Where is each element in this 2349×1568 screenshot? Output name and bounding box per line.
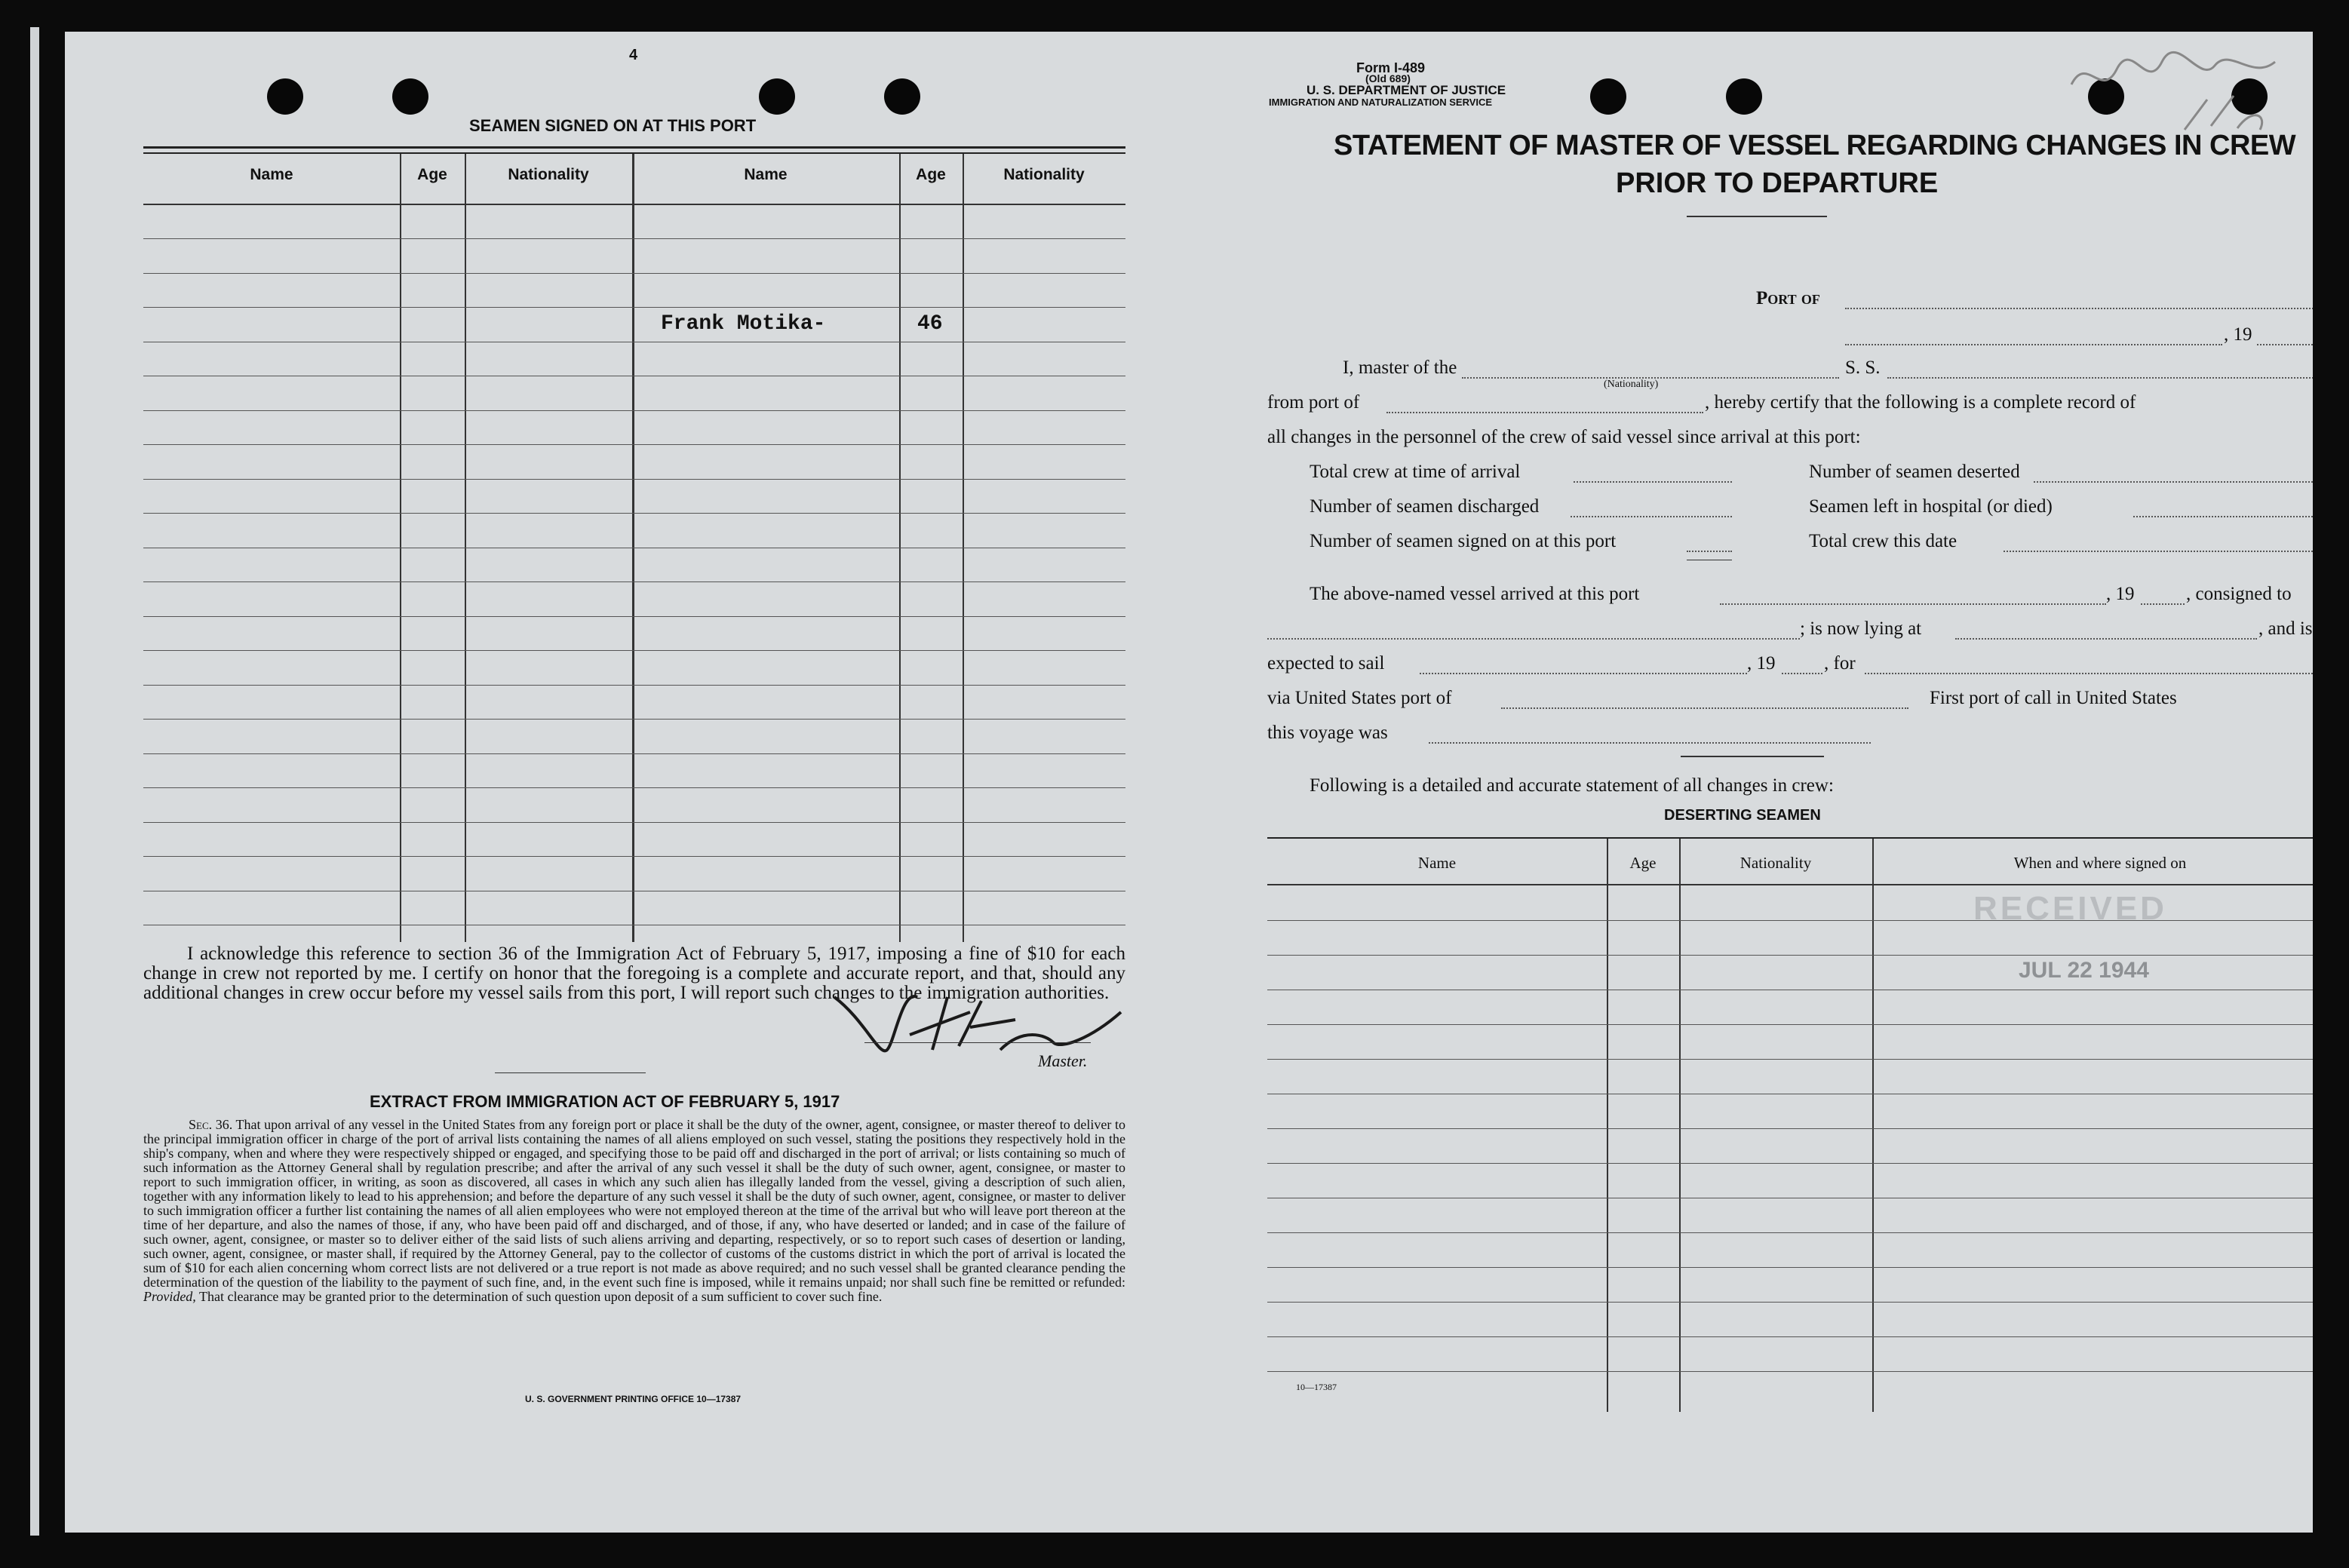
provided-word: Provided, [143, 1289, 196, 1304]
master-of-the-label: I, master of the [1343, 357, 1457, 378]
col-header-nationality: Nationality [1003, 166, 1085, 183]
col-header-age: Age [417, 166, 447, 183]
extract-title: EXTRACT FROM IMMIGRATION ACT OF FEBRUARY 5, 1917 [370, 1092, 840, 1111]
total-crew-arrival-field[interactable] [1574, 481, 1732, 483]
voyage-was-label: this voyage was [1267, 723, 1388, 743]
punch-hole [392, 78, 428, 115]
master-label: Master. [1038, 1051, 1088, 1070]
punch-hole [884, 78, 920, 115]
table-row [143, 616, 1125, 617]
all-changes-text: all changes in the personnel of the crew of said vessel since arrival at this port: [1267, 427, 1861, 447]
from-port-field[interactable] [1386, 412, 1703, 413]
table-row [143, 822, 1125, 823]
punch-hole [1590, 78, 1626, 115]
master-signature [819, 967, 1136, 1065]
consigned-to-label: , consigned to [2186, 584, 2292, 604]
printer-line: U. S. GOVERNMENT PRINTING OFFICE 10—17387 [525, 1394, 742, 1404]
table-row [143, 581, 1125, 582]
table-row [143, 479, 1125, 480]
received-stamp: RECEIVED [1973, 890, 2167, 927]
table-row [143, 513, 1125, 514]
form-sheet [65, 32, 2313, 1533]
arrival-port-field[interactable] [1720, 603, 2106, 605]
table-row [143, 238, 1125, 239]
col-header-name: Name [250, 166, 293, 183]
seamen-deserted-label: Number of seamen deserted [1809, 462, 2020, 482]
certify-text: , hereby certify that the following is a complete record of [1705, 392, 2136, 413]
table-row [1267, 1267, 2313, 1268]
seamen-discharged-label: Number of seamen discharged [1310, 496, 1540, 517]
table-row [143, 856, 1125, 857]
total-crew-date-label: Total crew this date [1809, 531, 1958, 551]
form-code: 10—17387 [1296, 1382, 1337, 1392]
vessel-name-field[interactable] [1887, 377, 2313, 379]
col-header-age: Age [1629, 854, 1657, 872]
seaman-name-entry: Frank Motika- [661, 312, 826, 336]
table-row [1267, 1059, 2313, 1060]
sail-year-field[interactable] [1782, 673, 1822, 674]
punch-hole [1726, 78, 1762, 115]
department-name: U. S. DEPARTMENT OF JUSTICE [1307, 83, 1506, 97]
sail-year-prefix: , 19 [1747, 653, 1776, 674]
form-title-line1: STATEMENT OF MASTER OF VESSEL REGARDING CHANGES IN CREW [1334, 130, 2296, 161]
seamen-deserted-field[interactable] [2034, 481, 2313, 483]
arrived-text: The above-named vessel arrived at this port [1310, 584, 1640, 604]
expected-to-sail-label: expected to sail [1267, 653, 1385, 674]
from-port-label: from port of [1267, 392, 1360, 413]
now-lying-at-label: ; is now lying at [1800, 618, 1922, 639]
service-name: IMMIGRATION AND NATURALIZATION SERVICE [1269, 97, 1493, 108]
table-row [1267, 1128, 2313, 1129]
table-row [143, 650, 1125, 651]
table-row [1267, 1163, 2313, 1164]
deserting-seamen-title: DESERTING SEAMEN [1664, 807, 1821, 824]
form-old-number: (Old 689) [1365, 72, 1411, 84]
table-row [1267, 1302, 2313, 1303]
for-label: , for [1824, 653, 1856, 674]
year-prefix: , 19 [2224, 324, 2252, 345]
following-text: Following is a detailed and accurate statement of all changes in crew: [1310, 775, 1834, 796]
col-header-age: Age [916, 166, 946, 183]
table-row [143, 444, 1125, 445]
table-row [1267, 1371, 2313, 1372]
port-of-field[interactable] [1845, 308, 2313, 309]
extract-body-2: That clearance may be granted prior to the determination of such question upon deposit of a sum sufficient to cover such fine. [199, 1289, 883, 1304]
consignee-field[interactable] [1267, 638, 1800, 640]
year-field[interactable] [2257, 344, 2313, 345]
seaman-age-entry: 46 [917, 312, 943, 336]
form-number: Form I-489 [1356, 60, 1426, 75]
arrival-year-prefix: , 19 [2106, 584, 2135, 604]
received-date-stamp: JUL 22 1944 [2019, 958, 2149, 983]
first-port-of-call-label: First port of call in United States [1930, 688, 2177, 708]
seamen-hospital-field[interactable] [2133, 516, 2313, 517]
punch-hole [267, 78, 303, 115]
col-header-name: Name [744, 166, 788, 183]
sail-date-field[interactable] [1420, 673, 1747, 674]
seamen-signed-on-field[interactable] [1687, 551, 1732, 552]
table-row [143, 307, 1125, 308]
extract-body-1: That upon arrival of any vessel in the United States from any foreign port or place it shall be the duty of the owner, agent, consignee, or master thereof to deliver to the principal immigration officer in charge of the port of arrival lists containing the names of all aliens employed on such vessel, stating the positions they respectively hold in the ship's company, when and where they were respectively shipped or engaged, and specifying those to be paid off and discharged in the port of arrival; or lists containing so much of such information as the Attorney General shall by regulation prescribe; and after the arrival of any such vessel it shall be the duty of such owner, agent, consignee, or master to report to such immigration officer, in writing, as soon as discovered, all cases in which any such alien has illegally landed from the vessel, giving a description of such alien, together with any information likely to lead to his apprehension; and before the departure of any such vessel it shall be the duty of such owner, agent, consignee, or master to deliver to such immigration officer a further list containing the names of all alien employees who were not employed thereon at the time of the arrival but who will leave port thereon at the time of her departure, and also the names of those, if any, who have been paid off and discharged, and of those, if any, who have deserted or landed; and in case of the failure of such owner, agent, consignee, or master so to deliver either of the said lists of such aliens arriving and departing, respectively, or so to report such cases of desertion or landing, such owner, agent, consignee, or master shall, if required by the Attorney General, pay to the collector of customs of the customs district in which the port of arrival is located the sum of $10 for each alien concerning whom correct lists are not delivered or a true report is not made as above required; and no such vessel shall be granted clearance pending the determination of the question of the liability to the payment of such fine, and, in the event such fine is imposed, while it remains unpaid; nor shall such fine be remitted or refunded: [143, 1117, 1125, 1290]
lying-at-field[interactable] [1955, 638, 2257, 640]
seamen-hospital-label: Seamen left in hospital (or died) [1809, 496, 2053, 517]
and-is-label: , and is [2258, 618, 2313, 639]
table-row [143, 753, 1125, 754]
table-row [1267, 1336, 2313, 1337]
table-row [143, 719, 1125, 720]
acknowledgement-text: I acknowledge this reference to section 36 of the Immigration Act of February 5, 1917, imposing a fine of $10 for each change in crew not reported by me. I certify on honor that the foregoing is a complete and accurate report, and that, should any additional changes in crew occur before my vessel sails from this port, I will report such changes to the immigration authorities. [143, 944, 1125, 1003]
col-header-signed-on: When and where signed on [2013, 854, 2187, 872]
table-row [1267, 1024, 2313, 1025]
extract-text [143, 1118, 1125, 1304]
page-number: 4 [629, 47, 638, 63]
col-header-name: Name [1417, 854, 1457, 872]
form-title-line2: PRIOR TO DEPARTURE [1616, 167, 1939, 199]
table-row [143, 273, 1125, 274]
destination-field[interactable] [1865, 673, 2313, 674]
table-row [1267, 955, 2313, 956]
seamen-signed-on-label: Number of seamen signed on at this port [1310, 531, 1617, 551]
table-row [143, 410, 1125, 411]
col-header-nationality: Nationality [1739, 854, 1812, 872]
section-label: Sec. 36. [189, 1117, 233, 1132]
sheet-edge [30, 27, 39, 1536]
table-row [143, 685, 1125, 686]
total-crew-arrival-label: Total crew at time of arrival [1310, 462, 1521, 482]
date-field[interactable] [1845, 344, 2222, 345]
arrival-year-field[interactable] [2141, 603, 2185, 605]
nationality-note: (Nationality) [1604, 379, 1659, 390]
ss-label: S. S. [1845, 357, 1881, 378]
table-row [1267, 1232, 2313, 1233]
port-of-label: Port of [1756, 288, 1820, 308]
total-crew-date-field[interactable] [2004, 551, 2313, 552]
seamen-discharged-field[interactable] [1571, 516, 1732, 517]
via-us-port-label: via United States port of [1267, 688, 1452, 708]
via-us-port-field[interactable] [1501, 707, 1908, 709]
punch-hole [759, 78, 795, 115]
voyage-was-field[interactable] [1429, 742, 1871, 744]
table-row [143, 787, 1125, 788]
col-header-nationality: Nationality [508, 166, 589, 183]
seamen-signed-title: SEAMEN SIGNED ON AT THIS PORT [469, 116, 757, 135]
